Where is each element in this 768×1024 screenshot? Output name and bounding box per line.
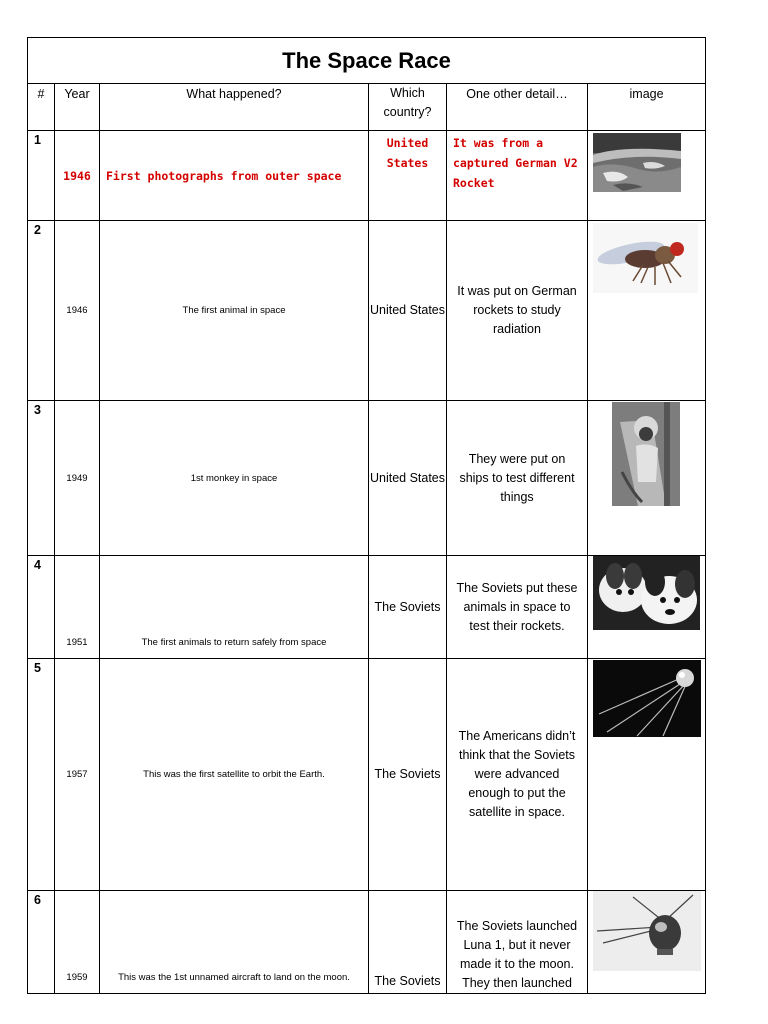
page-title: The Space Race: [28, 38, 706, 84]
row-detail: The Americans didn’t think that the Soviets were advanced enough to put the satellite in space.: [447, 659, 588, 891]
row-country: The Soviets: [369, 891, 447, 994]
row-event: First photographs from outer space: [100, 131, 369, 221]
row-event: The first animal in space: [100, 221, 369, 401]
row-detail: It was from a captured German V2 Rocket: [447, 131, 588, 221]
space-dogs-photo-icon: [593, 556, 700, 630]
row-number: 4: [28, 556, 55, 659]
row-country: The Soviets: [369, 556, 447, 659]
row-number: 5: [28, 659, 55, 891]
table-row: [28, 401, 706, 556]
row-year: 1951: [55, 556, 100, 659]
row-year: 1946: [55, 221, 100, 401]
luna-probe-photo-icon: [593, 891, 701, 971]
table-row: [28, 659, 706, 891]
row-image-cell: [588, 891, 706, 994]
table-row: [28, 556, 706, 659]
monkey-photo-icon: [612, 402, 680, 506]
row-year: 1959: [55, 891, 100, 994]
row-event: This was the 1st unnamed aircraft to land on the moon.: [100, 891, 369, 994]
row-detail: The Soviets put these animals in space to test their rockets.: [447, 556, 588, 659]
header-country: Which country?: [369, 84, 447, 131]
row-image-cell: [588, 556, 706, 659]
header-what: What happened?: [100, 84, 369, 131]
header-image: image: [588, 84, 706, 131]
sputnik-photo-icon: [593, 660, 701, 737]
row-year: 1949: [55, 401, 100, 556]
row-image-cell: [588, 221, 706, 401]
row-year: 1957: [55, 659, 100, 891]
table-row: [28, 131, 706, 221]
header-num: #: [28, 84, 55, 131]
row-country: United States: [369, 401, 447, 556]
row-number: 2: [28, 221, 55, 401]
row-event: This was the first satellite to orbit the Earth.: [100, 659, 369, 891]
row-detail: The Soviets launched Luna 1, but it never made it to the moon. They then launched: [447, 891, 588, 994]
row-image-cell: [588, 401, 706, 556]
row-image-cell: [588, 131, 706, 221]
table-row: [28, 891, 706, 994]
row-number: 3: [28, 401, 55, 556]
row-number: 6: [28, 891, 55, 994]
header-year: Year: [55, 84, 100, 131]
fruit-fly-photo-icon: [593, 223, 698, 293]
row-detail: It was put on German rockets to study radiation: [447, 221, 588, 401]
row-country: United States: [369, 131, 447, 221]
row-year: 1946: [55, 131, 100, 221]
row-detail: They were put on ships to test different things: [447, 401, 588, 556]
header-row: [28, 84, 706, 131]
earth-from-space-photo-icon: [593, 133, 681, 192]
row-event: The first animals to return safely from space: [100, 556, 369, 659]
row-event: 1st monkey in space: [100, 401, 369, 556]
row-image-cell: [588, 659, 706, 891]
table-row: [28, 221, 706, 401]
row-country: The Soviets: [369, 659, 447, 891]
row-country: United States: [369, 221, 447, 401]
space-race-table: [27, 37, 706, 994]
row-number: 1: [28, 131, 55, 221]
header-detail: One other detail…: [447, 84, 588, 131]
